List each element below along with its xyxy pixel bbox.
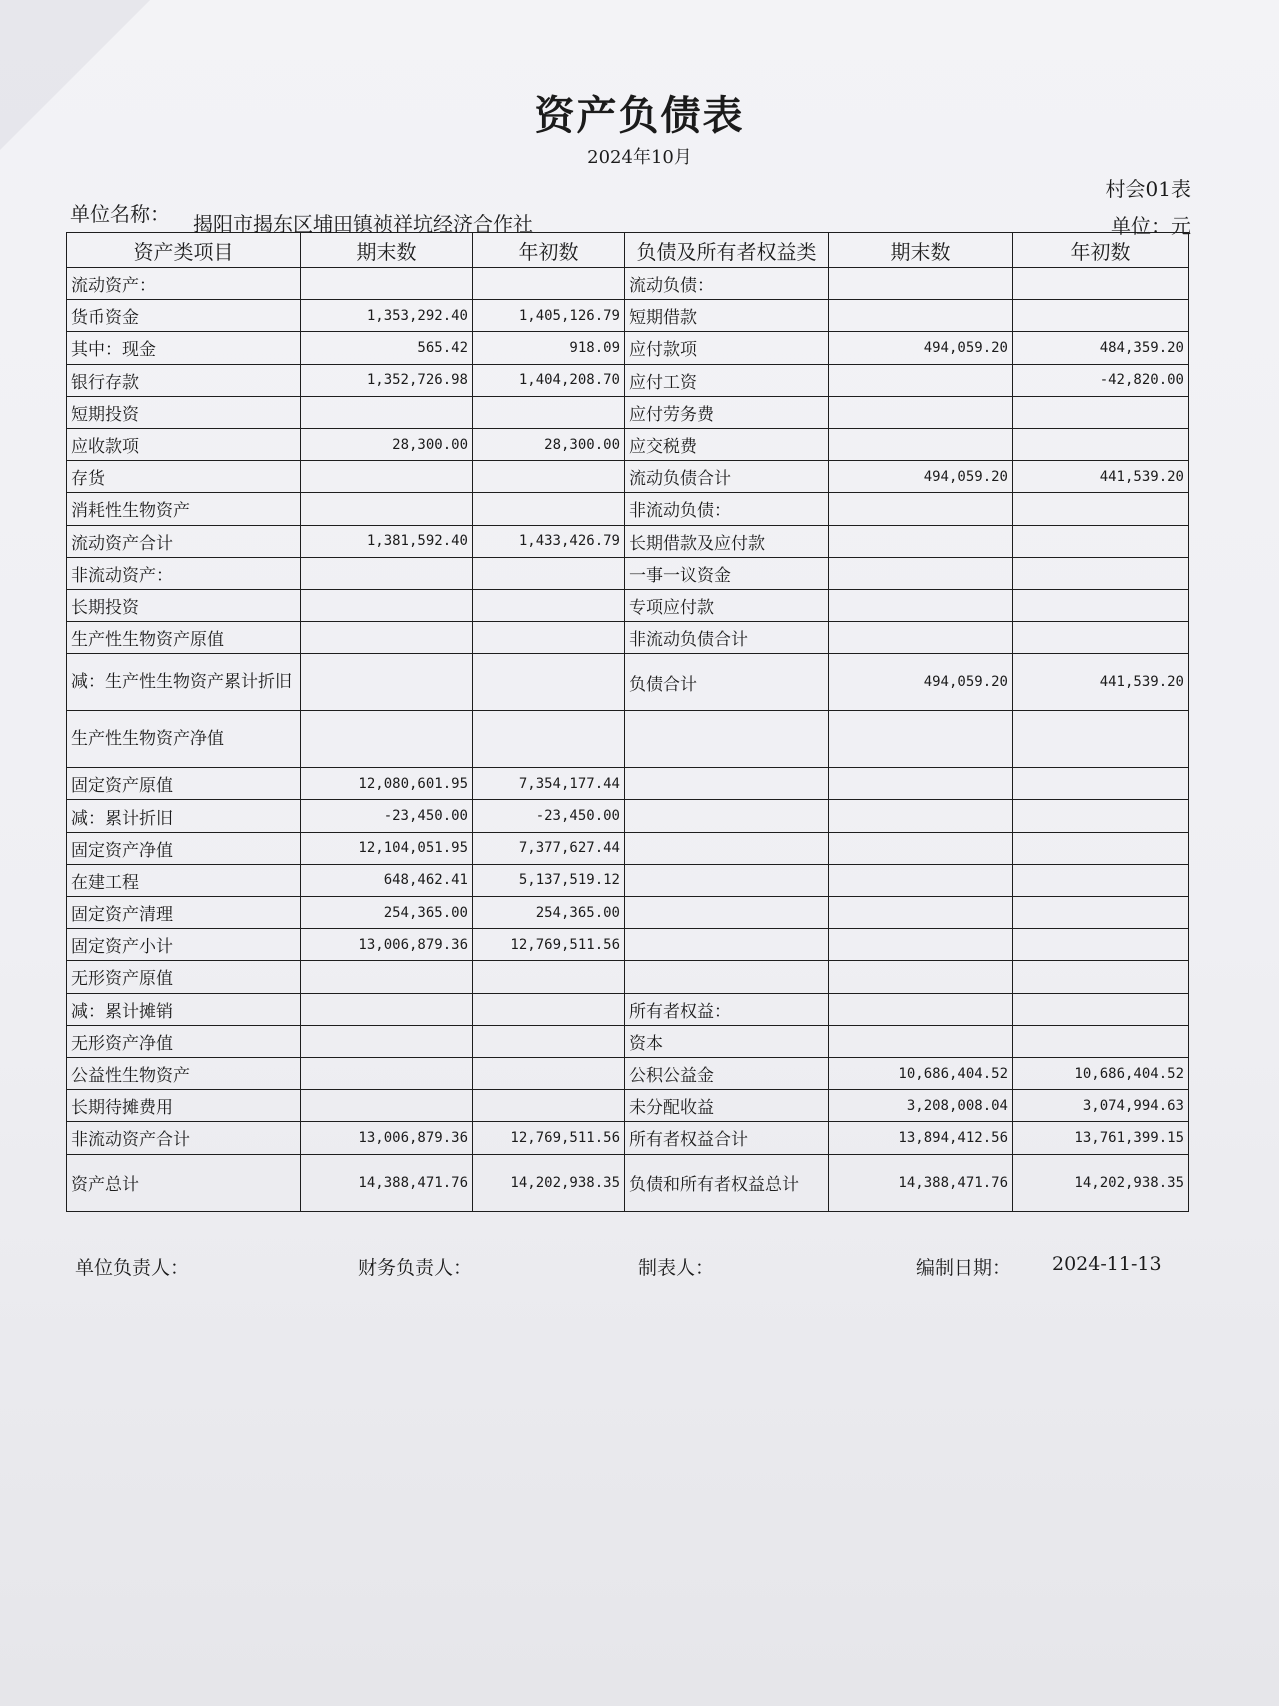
asset-begin-value: 7,354,177.44 bbox=[473, 768, 625, 800]
asset-item-cell: 固定资产小计 bbox=[67, 929, 301, 961]
liability-begin-value: 13,761,399.15 bbox=[1013, 1122, 1189, 1154]
table-row bbox=[67, 1090, 1189, 1122]
asset-begin-value: 1,405,126.79 bbox=[473, 300, 625, 332]
table-row bbox=[67, 897, 1189, 929]
liability-end-value bbox=[829, 768, 1013, 800]
liability-begin-value bbox=[1013, 897, 1189, 929]
asset-item-cell: 固定资产净值 bbox=[67, 832, 301, 864]
asset-item-cell: 流动资产合计 bbox=[67, 525, 301, 557]
table-row bbox=[67, 832, 1189, 864]
table-row bbox=[67, 493, 1189, 525]
table-row bbox=[67, 1025, 1189, 1057]
asset-end-value: 1,381,592.40 bbox=[301, 525, 473, 557]
asset-begin-value bbox=[473, 589, 625, 621]
asset-end-value bbox=[301, 961, 473, 993]
liability-item-cell: 流动负债合计 bbox=[625, 461, 829, 493]
asset-begin-value bbox=[473, 461, 625, 493]
liability-item-cell: 应交税费 bbox=[625, 428, 829, 460]
asset-end-value bbox=[301, 589, 473, 621]
liability-item-cell bbox=[625, 768, 829, 800]
liability-begin-value: 3,074,994.63 bbox=[1013, 1090, 1189, 1122]
table-row bbox=[67, 428, 1189, 460]
table-row bbox=[67, 929, 1189, 961]
asset-end-value: 13,006,879.36 bbox=[301, 929, 473, 961]
asset-begin-value bbox=[473, 711, 625, 768]
asset-item-cell: 短期投资 bbox=[67, 396, 301, 428]
table-row bbox=[67, 300, 1189, 332]
table-row bbox=[67, 654, 1189, 711]
liability-end-value bbox=[829, 993, 1013, 1025]
table-row bbox=[67, 768, 1189, 800]
liability-end-value: 494,059.20 bbox=[829, 461, 1013, 493]
liability-item-cell: 所有者权益： bbox=[625, 993, 829, 1025]
unit-head-label: 单位负责人： bbox=[75, 1257, 190, 1279]
asset-end-value: -23,450.00 bbox=[301, 800, 473, 832]
liability-item-cell bbox=[625, 864, 829, 896]
asset-item-cell: 无形资产净值 bbox=[67, 1025, 301, 1057]
liability-end-value bbox=[829, 589, 1013, 621]
liability-item-cell: 短期借款 bbox=[625, 300, 829, 332]
column-header-liability-begin: 年初数 bbox=[1013, 233, 1189, 268]
asset-end-value bbox=[301, 1057, 473, 1089]
table-row bbox=[67, 557, 1189, 589]
asset-begin-value: 254,365.00 bbox=[473, 897, 625, 929]
asset-begin-value: 14,202,938.35 bbox=[473, 1154, 625, 1211]
asset-begin-value bbox=[473, 396, 625, 428]
asset-item-cell: 其中：现金 bbox=[67, 332, 301, 364]
liability-item-cell: 公积公益金 bbox=[625, 1057, 829, 1089]
liability-item-cell bbox=[625, 800, 829, 832]
asset-end-value bbox=[301, 461, 473, 493]
liability-end-value bbox=[829, 525, 1013, 557]
liability-end-value bbox=[829, 428, 1013, 460]
liability-end-value: 10,686,404.52 bbox=[829, 1057, 1013, 1089]
liability-end-value: 13,894,412.56 bbox=[829, 1122, 1013, 1154]
asset-end-value: 254,365.00 bbox=[301, 897, 473, 929]
asset-end-value bbox=[301, 396, 473, 428]
liability-begin-value: 484,359.20 bbox=[1013, 332, 1189, 364]
asset-item-cell: 银行存款 bbox=[67, 364, 301, 396]
asset-end-value bbox=[301, 993, 473, 1025]
liability-begin-value bbox=[1013, 525, 1189, 557]
liability-item-cell: 未分配收益 bbox=[625, 1090, 829, 1122]
liability-begin-value bbox=[1013, 589, 1189, 621]
column-header-liability-end: 期末数 bbox=[829, 233, 1013, 268]
table-row bbox=[67, 711, 1189, 768]
liability-end-value bbox=[829, 832, 1013, 864]
asset-begin-value bbox=[473, 622, 625, 654]
liability-begin-value bbox=[1013, 800, 1189, 832]
table-row bbox=[67, 961, 1189, 993]
liability-end-value bbox=[829, 622, 1013, 654]
liability-begin-value bbox=[1013, 493, 1189, 525]
asset-item-cell: 固定资产清理 bbox=[67, 897, 301, 929]
liability-end-value bbox=[829, 557, 1013, 589]
liability-item-cell: 所有者权益合计 bbox=[625, 1122, 829, 1154]
liability-begin-value: -42,820.00 bbox=[1013, 364, 1189, 396]
table-row bbox=[67, 993, 1189, 1025]
asset-end-value: 28,300.00 bbox=[301, 428, 473, 460]
asset-end-value: 12,080,601.95 bbox=[301, 768, 473, 800]
asset-item-cell: 货币资金 bbox=[67, 300, 301, 332]
asset-end-value: 648,462.41 bbox=[301, 864, 473, 896]
finance-head-label: 财务负责人： bbox=[358, 1257, 473, 1279]
table-row bbox=[67, 1122, 1189, 1154]
liability-begin-value bbox=[1013, 993, 1189, 1025]
liability-end-value bbox=[829, 364, 1013, 396]
liability-begin-value bbox=[1013, 711, 1189, 768]
liability-begin-value bbox=[1013, 268, 1189, 300]
table-row bbox=[67, 525, 1189, 557]
liability-end-value bbox=[829, 800, 1013, 832]
liability-begin-value bbox=[1013, 929, 1189, 961]
liability-begin-value: 10,686,404.52 bbox=[1013, 1057, 1189, 1089]
report-period: 2024年10月 bbox=[587, 147, 692, 168]
asset-item-cell: 存货 bbox=[67, 461, 301, 493]
liability-begin-value bbox=[1013, 864, 1189, 896]
liability-begin-value: 14,202,938.35 bbox=[1013, 1154, 1189, 1211]
liability-begin-value bbox=[1013, 396, 1189, 428]
liability-end-value bbox=[829, 300, 1013, 332]
liability-item-cell bbox=[625, 961, 829, 993]
liability-end-value bbox=[829, 268, 1013, 300]
entity-label: 单位名称： bbox=[70, 202, 170, 226]
liability-begin-value bbox=[1013, 961, 1189, 993]
page-title: 资产负债表 bbox=[534, 92, 745, 139]
liability-item-cell: 非流动负债合计 bbox=[625, 622, 829, 654]
asset-begin-value: 28,300.00 bbox=[473, 428, 625, 460]
asset-item-cell: 在建工程 bbox=[67, 864, 301, 896]
asset-item-cell: 流动资产： bbox=[67, 268, 301, 300]
asset-end-value: 14,388,471.76 bbox=[301, 1154, 473, 1211]
liability-end-value bbox=[829, 1025, 1013, 1057]
liability-begin-value bbox=[1013, 1025, 1189, 1057]
liability-end-value bbox=[829, 711, 1013, 768]
table-row bbox=[67, 589, 1189, 621]
asset-begin-value bbox=[473, 993, 625, 1025]
asset-end-value bbox=[301, 557, 473, 589]
asset-item-cell: 生产性生物资产净值 bbox=[67, 711, 301, 768]
liability-begin-value bbox=[1013, 768, 1189, 800]
asset-end-value: 1,353,292.40 bbox=[301, 300, 473, 332]
asset-end-value: 565.42 bbox=[301, 332, 473, 364]
liability-end-value: 14,388,471.76 bbox=[829, 1154, 1013, 1211]
liability-item-cell: 流动负债： bbox=[625, 268, 829, 300]
column-header-asset-item: 资产类项目 bbox=[67, 233, 301, 268]
liability-item-cell: 一事一议资金 bbox=[625, 557, 829, 589]
liability-begin-value bbox=[1013, 428, 1189, 460]
asset-item-cell: 应收款项 bbox=[67, 428, 301, 460]
liability-end-value bbox=[829, 897, 1013, 929]
liability-begin-value: 441,539.20 bbox=[1013, 461, 1189, 493]
asset-end-value bbox=[301, 493, 473, 525]
unit-label: 单位：元 bbox=[1111, 214, 1191, 238]
asset-begin-value bbox=[473, 961, 625, 993]
asset-end-value bbox=[301, 1090, 473, 1122]
prepared-date-label: 编制日期： bbox=[916, 1257, 1012, 1279]
liability-item-cell: 负债和所有者权益总计 bbox=[625, 1154, 829, 1211]
table-row bbox=[67, 364, 1189, 396]
asset-item-cell: 无形资产原值 bbox=[67, 961, 301, 993]
asset-end-value: 12,104,051.95 bbox=[301, 832, 473, 864]
liability-item-cell: 负债合计 bbox=[625, 654, 829, 711]
asset-begin-value bbox=[473, 654, 625, 711]
table-row bbox=[67, 1057, 1189, 1089]
liability-end-value bbox=[829, 396, 1013, 428]
liability-item-cell bbox=[625, 929, 829, 961]
asset-item-cell: 生产性生物资产原值 bbox=[67, 622, 301, 654]
liability-end-value bbox=[829, 493, 1013, 525]
table-row bbox=[67, 1154, 1189, 1211]
asset-begin-value: 12,769,511.56 bbox=[473, 929, 625, 961]
asset-end-value bbox=[301, 1025, 473, 1057]
asset-item-cell: 公益性生物资产 bbox=[67, 1057, 301, 1089]
asset-begin-value: 7,377,627.44 bbox=[473, 832, 625, 864]
asset-end-value: 13,006,879.36 bbox=[301, 1122, 473, 1154]
asset-end-value bbox=[301, 711, 473, 768]
asset-begin-value bbox=[473, 1025, 625, 1057]
asset-begin-value: 5,137,519.12 bbox=[473, 864, 625, 896]
column-header-asset-end: 期末数 bbox=[301, 233, 473, 268]
asset-item-cell: 减：累计折旧 bbox=[67, 800, 301, 832]
liability-item-cell: 专项应付款 bbox=[625, 589, 829, 621]
liability-item-cell: 资本 bbox=[625, 1025, 829, 1057]
asset-begin-value bbox=[473, 557, 625, 589]
liability-item-cell bbox=[625, 832, 829, 864]
liability-end-value: 494,059.20 bbox=[829, 332, 1013, 364]
liability-begin-value: 441,539.20 bbox=[1013, 654, 1189, 711]
asset-begin-value: 1,433,426.79 bbox=[473, 525, 625, 557]
liability-item-cell: 应付劳务费 bbox=[625, 396, 829, 428]
liability-end-value bbox=[829, 961, 1013, 993]
asset-item-cell: 减：生产性生物资产累计折旧 bbox=[67, 654, 301, 711]
asset-item-cell: 非流动资产： bbox=[67, 557, 301, 589]
table-header-row bbox=[67, 233, 1189, 268]
preparer-label: 制表人： bbox=[638, 1257, 715, 1279]
asset-begin-value: 1,404,208.70 bbox=[473, 364, 625, 396]
entity-name: 揭阳市揭东区埔田镇祯祥坑经济合作社 bbox=[193, 212, 533, 236]
asset-begin-value bbox=[473, 268, 625, 300]
asset-end-value bbox=[301, 654, 473, 711]
liability-item-cell: 应付工资 bbox=[625, 364, 829, 396]
column-header-liability-item: 负债及所有者权益类 bbox=[625, 233, 829, 268]
liability-item-cell bbox=[625, 711, 829, 768]
balance-sheet-table bbox=[66, 232, 1189, 1212]
asset-item-cell: 长期投资 bbox=[67, 589, 301, 621]
liability-end-value bbox=[829, 864, 1013, 896]
liability-begin-value bbox=[1013, 832, 1189, 864]
liability-item-cell: 应付款项 bbox=[625, 332, 829, 364]
asset-begin-value bbox=[473, 1090, 625, 1122]
table-row bbox=[67, 864, 1189, 896]
table-row bbox=[67, 622, 1189, 654]
table-row bbox=[67, 800, 1189, 832]
form-code: 村会01表 bbox=[1105, 177, 1191, 201]
table-row bbox=[67, 268, 1189, 300]
asset-item-cell: 固定资产原值 bbox=[67, 768, 301, 800]
asset-item-cell: 长期待摊费用 bbox=[67, 1090, 301, 1122]
liability-end-value: 494,059.20 bbox=[829, 654, 1013, 711]
liability-begin-value bbox=[1013, 300, 1189, 332]
asset-item-cell: 消耗性生物资产 bbox=[67, 493, 301, 525]
asset-begin-value: 918.09 bbox=[473, 332, 625, 364]
asset-begin-value bbox=[473, 1057, 625, 1089]
liability-begin-value bbox=[1013, 557, 1189, 589]
asset-item-cell: 减：累计摊销 bbox=[67, 993, 301, 1025]
prepared-date-value: 2024-11-13 bbox=[1052, 1253, 1162, 1275]
liability-begin-value bbox=[1013, 622, 1189, 654]
table-row bbox=[67, 332, 1189, 364]
liability-item-cell bbox=[625, 897, 829, 929]
column-header-asset-begin: 年初数 bbox=[473, 233, 625, 268]
asset-end-value bbox=[301, 268, 473, 300]
asset-begin-value bbox=[473, 493, 625, 525]
liability-item-cell: 非流动负债： bbox=[625, 493, 829, 525]
asset-begin-value: -23,450.00 bbox=[473, 800, 625, 832]
liability-end-value: 3,208,008.04 bbox=[829, 1090, 1013, 1122]
asset-item-cell: 非流动资产合计 bbox=[67, 1122, 301, 1154]
table-body bbox=[67, 268, 1189, 1212]
asset-item-cell: 资产总计 bbox=[67, 1154, 301, 1211]
asset-begin-value: 12,769,511.56 bbox=[473, 1122, 625, 1154]
liability-item-cell: 长期借款及应付款 bbox=[625, 525, 829, 557]
liability-end-value bbox=[829, 929, 1013, 961]
asset-end-value bbox=[301, 622, 473, 654]
asset-end-value: 1,352,726.98 bbox=[301, 364, 473, 396]
table-row bbox=[67, 461, 1189, 493]
table-row bbox=[67, 396, 1189, 428]
